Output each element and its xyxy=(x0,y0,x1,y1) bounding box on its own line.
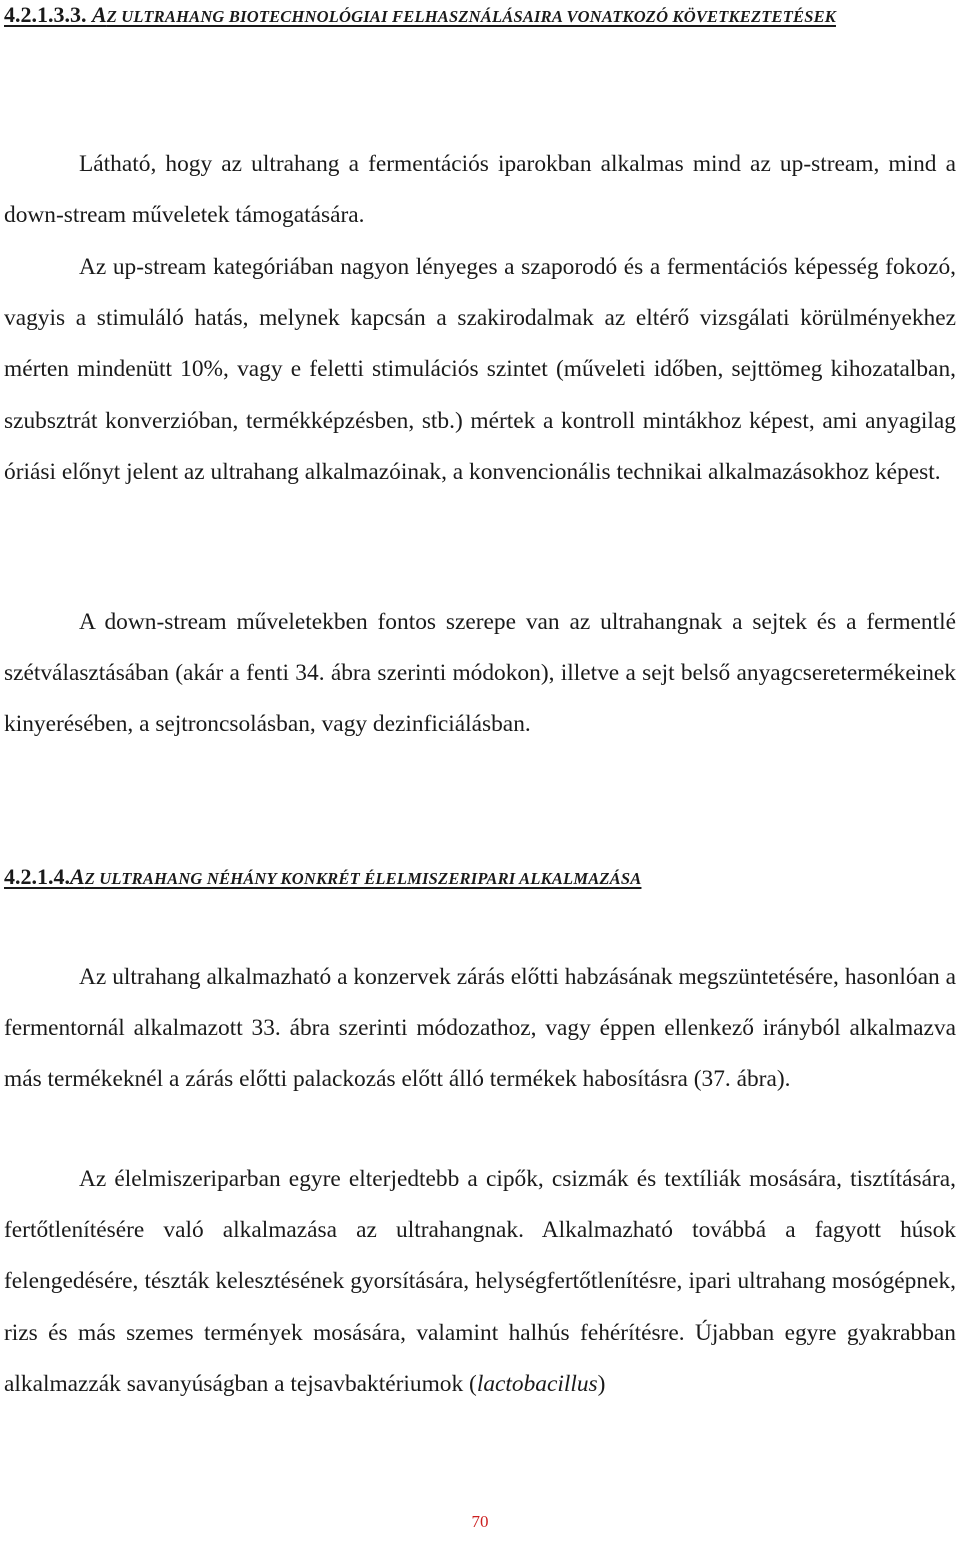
paragraph: Az élelmiszeriparban egyre elterjedtebb a cipők, csizmák és textíliák mosására, tisztítására, fertőtlenítésére való alkalmazása az ultrahangnak. Alkalmazható továbbá a fagyott húsok felengedésére, tészták kelesztésének gyorsítására, helységfertőtlenítésre, ipari ultrahang mosógépnek, rizs és más szemes termények mosására, valamint halhús fehérítésre. Újabban egyre gyakrabban alkalmazzák savanyúságban a tejsavbaktériumok (lactobacillus) xyxy=(4,1166,956,1397)
section-heading-conclusions xyxy=(4,0,956,42)
paragraph: Az ultrahang alkalmazható a konzervek zárás előtti habzásának megszüntetésére, hasonlóan a fermentornál alkalmazott 33. ábra szerinti módozathoz, vagy éppen ellenkező irányból alkalmazva más termékeknél a zárás előtti palackozás előtt álló termékek habosításra (37. ábra). xyxy=(4,964,956,1093)
paragraph: A down-stream műveletekben fontos szerepe van az ultrahangnak a sejtek és a fermentlé szétválasztásában (akár a fenti 34. ábra szerinti módokon), illetve a sejt belső anyagcseretermékeinek kinyerésében, a sejtroncsolásban, vagy dezinficiálásban. xyxy=(4,609,956,738)
section-title: AZ ULTRAHANG NÉHÁNY KONKRÉT ÉLELMISZERIPARI ALKALMAZÁSA xyxy=(70,864,642,889)
section-number: 4.2.1.4. xyxy=(4,864,70,889)
page-number: 70 xyxy=(471,1512,489,1531)
section-title: AZ ULTRAHANG BIOTECHNOLÓGIAI FELHASZNÁLÁSAIRA VONATKOZÓ KÖVETKEZTETÉSEK xyxy=(92,2,836,27)
section-heading-food-industry xyxy=(4,852,956,904)
paragraph: Látható, hogy az ultrahang a fermentációs iparokban alkalmas mind az up-stream, mind a down-stream műveletek támogatására. xyxy=(4,151,956,229)
paragraph: Az up-stream kategóriában nagyon lényeges a szaporodó és a fermentációs képesség fokozó, vagyis a stimuláló hatás, melynek kapcsán a szakirodalmak az eltérő vizsgálati körülményekhez mérten mindenütt 10%, vagy e feletti stimulációs szintet (műveleti időben, sejttömeg kihozatalban, szubsztrát konverzióban, termékképzésben, stb.) mértek a kontroll mintákhoz képest, ami anyagilag óriási előnyt jelent az ultrahang alkalmazóinak, a konvencionális technikai alkalmazásokhoz képest. xyxy=(4,254,956,485)
italic-term: lactobacillus xyxy=(476,1370,598,1397)
section-number: 4.2.1.3.3. xyxy=(4,2,87,27)
